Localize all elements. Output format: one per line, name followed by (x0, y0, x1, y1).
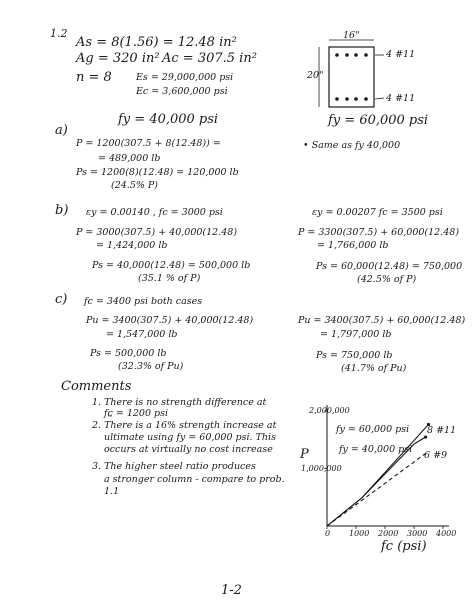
comments-heading: Comments (61, 379, 132, 394)
part-a-line-4: (24.5% P) (111, 180, 159, 191)
part-c-line-3: = 1,547,000 lb (106, 329, 178, 340)
concrete-area: Ac = 307.5 in² (162, 51, 257, 66)
comment-1b: fc = 1200 psi (104, 408, 169, 419)
section-width-label: 16" (343, 30, 360, 41)
y-tick-1m: 1,000,000 (301, 464, 342, 473)
x-tick-1000: 1000 (349, 529, 370, 538)
comment-1a: 1. There is no strength difference at (92, 397, 267, 408)
fy-60: fy = 60,000 psi (328, 113, 429, 128)
annotation-8-11: 8 #11 (427, 425, 457, 436)
modular-ratio: n = 8 (76, 70, 112, 85)
rebar-bot-3 (354, 97, 358, 101)
part-c-right-1: Pu = 3400(307.5) + 60,000(12.48) (298, 315, 466, 326)
rebar-top-1 (335, 53, 339, 57)
rebar-bot-4 (364, 97, 368, 101)
top-bars-label: 4 #11 (386, 49, 416, 60)
part-c-label: c) (55, 292, 68, 307)
comment-3a: 3. The higher steel ratio produces (92, 461, 256, 472)
part-b-line-1: εy = 0.00140 , fc = 3000 psi (86, 207, 223, 218)
part-c-line-2: Pu = 3400(307.5) + 40,000(12.48) (86, 315, 254, 326)
x-tick-3000: 3000 (407, 529, 428, 538)
comment-2b: ultimate using fy = 60,000 psi. This (104, 432, 276, 443)
rebar-top-3 (354, 53, 358, 57)
part-c-line-5: (32.3% of Pu) (118, 361, 184, 372)
part-c-right-3: Ps = 750,000 lb (316, 350, 393, 361)
y-tick-2m: 2,000,000 (309, 406, 350, 415)
fy-40: fy = 40,000 psi (118, 112, 219, 127)
legend-fy60: fy = 60,000 psi (336, 424, 410, 435)
annotation-6-9: 6 #9 (424, 450, 448, 461)
series-line-1 (327, 425, 429, 527)
legend-fy40: fy = 40,000 psi (339, 444, 413, 455)
steel-modulus: Es = 29,000,000 psi (136, 72, 234, 83)
bottom-bars-leader (375, 98, 384, 99)
bottom-bars-label: 4 #11 (386, 93, 416, 104)
part-b-line-5: (35.1 % of P) (138, 273, 201, 284)
part-b-line-4: Ps = 40,000(12.48) = 500,000 lb (92, 260, 251, 271)
rebar-dots (335, 53, 368, 101)
part-b-right-4: Ps = 60,000(12.48) = 750,000 (316, 261, 463, 272)
comment-2c: occurs at virtually no cost increase (104, 444, 273, 455)
y-axis-label: P (300, 447, 309, 462)
rebar-bot-1 (335, 97, 339, 101)
page-number: 1-2 (221, 583, 242, 598)
part-b-line-3: = 1,424,000 lb (96, 240, 168, 251)
part-c-line-1: fc = 3400 psi both cases (84, 296, 203, 307)
part-b-right-2: P = 3300(307.5) + 60,000(12.48) (298, 227, 460, 238)
comment-3c: 1.1 (104, 486, 120, 497)
gross-area: Ag = 320 in² (76, 51, 160, 66)
part-a-line-1: P = 1200(307.5 + 8(12.48)) = (76, 138, 221, 149)
rebar-top-2 (345, 53, 349, 57)
x-tick-4000: 4000 (436, 529, 457, 538)
part-c-right-4: (41.7% of Pu) (341, 363, 407, 374)
x-tick-2000: 2000 (378, 529, 399, 538)
rebar-bot-2 (345, 97, 349, 101)
comment-3b: a stronger column - compare to prob. (104, 474, 285, 485)
comment-2a: 2. There is a 16% strength increase at (92, 420, 277, 431)
steel-area: As = 8(1.56) = 12.48 in² (76, 35, 237, 50)
concrete-modulus: Ec = 3,600,000 psi (136, 86, 228, 97)
part-b-line-2: P = 3000(307.5) + 40,000(12.48) (76, 227, 238, 238)
part-b-right-5: (42.5% of P) (357, 274, 417, 285)
part-a-line-3: Ps = 1200(8)(12.48) = 120,000 lb (76, 167, 239, 178)
part-a-label: a) (55, 123, 68, 138)
part-c-right-2: = 1,797,000 lb (320, 329, 392, 340)
column-section-sketch (319, 40, 374, 107)
part-a-right: • Same as fy 40,000 (303, 140, 401, 151)
part-b-right-1: εy = 0.00207 fc = 3500 psi (312, 207, 443, 218)
series-line-3 (327, 451, 429, 526)
section-depth-label: 20" (307, 70, 324, 81)
x-axis-label: fc (psi) (381, 539, 427, 554)
problem-number: 1.2 (50, 27, 68, 40)
part-b-right-3: = 1,766,000 lb (317, 240, 389, 251)
part-a-line-2: = 489,000 lb (98, 153, 161, 164)
part-c-line-4: Ps = 500,000 lb (90, 348, 167, 359)
part-b-label: b) (55, 203, 69, 218)
x-tick-0: 0 (325, 529, 331, 538)
rebar-top-4 (364, 53, 368, 57)
